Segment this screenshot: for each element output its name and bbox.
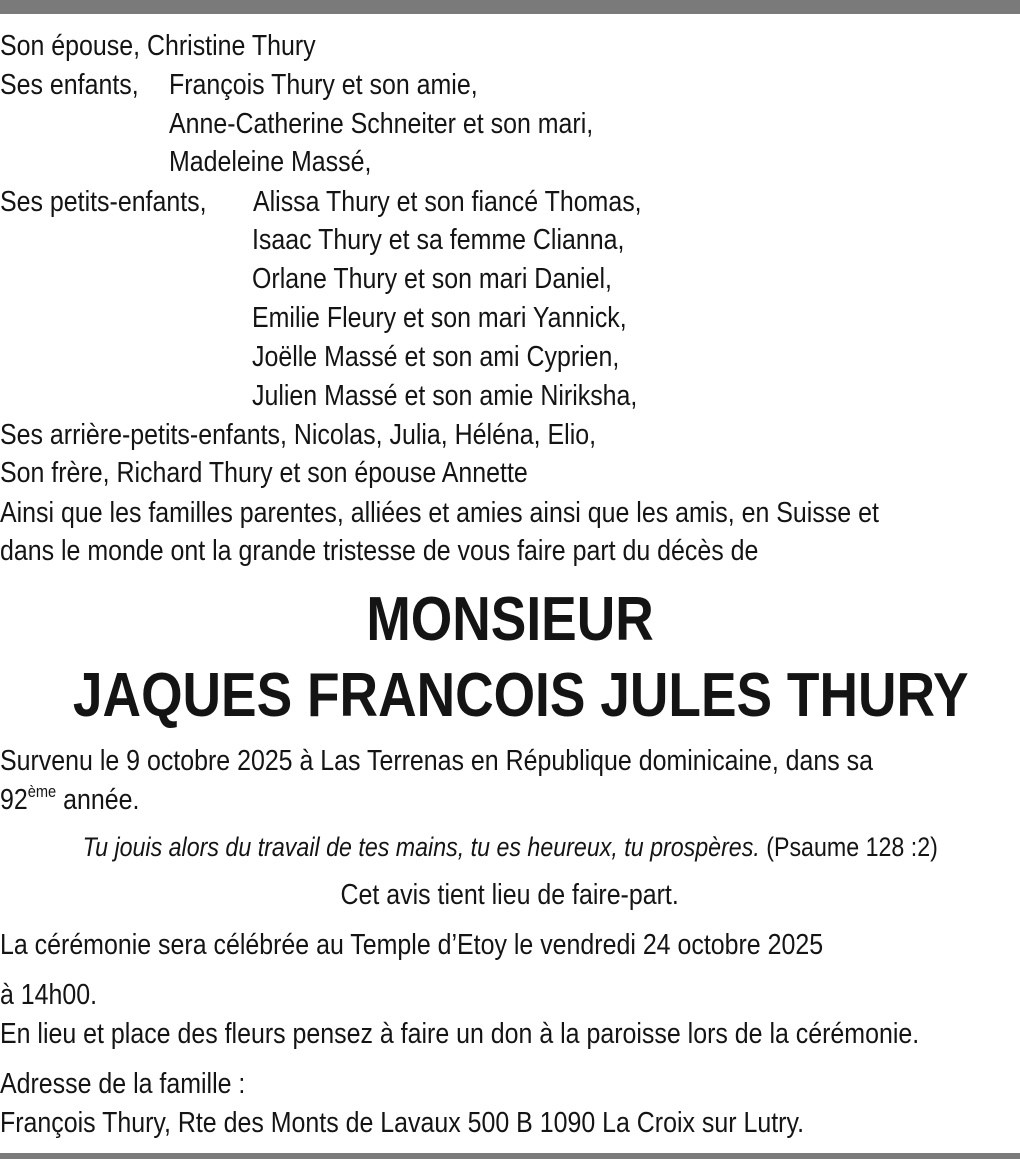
bottom-rule xyxy=(0,1153,1020,1159)
grandchild-entry: Joëlle Massé et son ami Cyprien, xyxy=(252,341,620,373)
quote-text: Tu jouis alors du travail de tes mains, tu es heureux, tu prospères. xyxy=(82,832,760,862)
child-entry: François Thury et son amie, xyxy=(169,69,478,101)
announcement-line: Ainsi que les familles parentes, alliées et amies ainsi que les amis, en Suisse et xyxy=(0,497,879,529)
age-number: 92 xyxy=(0,784,28,816)
donation-line: En lieu et place des fleurs pensez à faire un don à la paroisse lors de la cérémonie. xyxy=(0,1018,920,1050)
notice-line: Cet avis tient lieu de faire-part. xyxy=(340,879,680,911)
spouse-line: Son épouse, Christine Thury xyxy=(0,30,316,62)
death-line: Survenu le 9 octobre 2025 à Las Terrenas en République dominicaine, dans sa xyxy=(0,745,874,777)
child-entry: Anne-Catherine Schneiter et son mari, xyxy=(169,108,594,140)
child-entry: Madeleine Massé, xyxy=(169,146,372,178)
grandchild-entry: Alissa Thury et son fiancé Thomas, xyxy=(253,186,642,218)
ceremony-line: La cérémonie sera célébrée au Temple d’Etoy le vendredi 24 octobre 2025 xyxy=(0,929,824,961)
age-rest: année. xyxy=(56,784,140,816)
psalm-quote xyxy=(0,828,1020,866)
grandchild-entry: Isaac Thury et sa femme Clianna, xyxy=(252,224,625,256)
announcement-line: dans le monde ont la grande tristesse de vous faire part du décès de xyxy=(0,535,759,567)
grandchildren-label: Ses petits-enfants, xyxy=(0,186,207,218)
honorific-title: MONSIEUR xyxy=(366,585,654,654)
age-suffix: ème xyxy=(27,782,57,801)
address-label: Adresse de la famille : xyxy=(0,1068,246,1100)
great-grandchildren-line: Ses arrière-petits-enfants, Nicolas, Julia, Héléna, Elio, xyxy=(0,419,597,451)
deceased-name: JAQUES FRANCOIS JULES THURY xyxy=(72,661,969,730)
address-line: François Thury, Rte des Monts de Lavaux 500 B 1090 La Croix sur Lutry. xyxy=(0,1107,805,1139)
brother-line: Son frère, Richard Thury et son épouse Annette xyxy=(0,457,528,489)
quote-reference: (Psaume 128 :2) xyxy=(759,832,938,862)
grandchild-entry: Orlane Thury et son mari Daniel, xyxy=(252,263,612,295)
grandchild-entry: Emilie Fleury et son mari Yannick, xyxy=(252,302,627,334)
top-rule xyxy=(0,0,1020,14)
grandchild-entry: Julien Massé et son amie Niriksha, xyxy=(252,380,638,412)
age-line xyxy=(0,781,139,819)
ceremony-time: à 14h00. xyxy=(0,979,98,1011)
children-label: Ses enfants, xyxy=(0,69,139,101)
